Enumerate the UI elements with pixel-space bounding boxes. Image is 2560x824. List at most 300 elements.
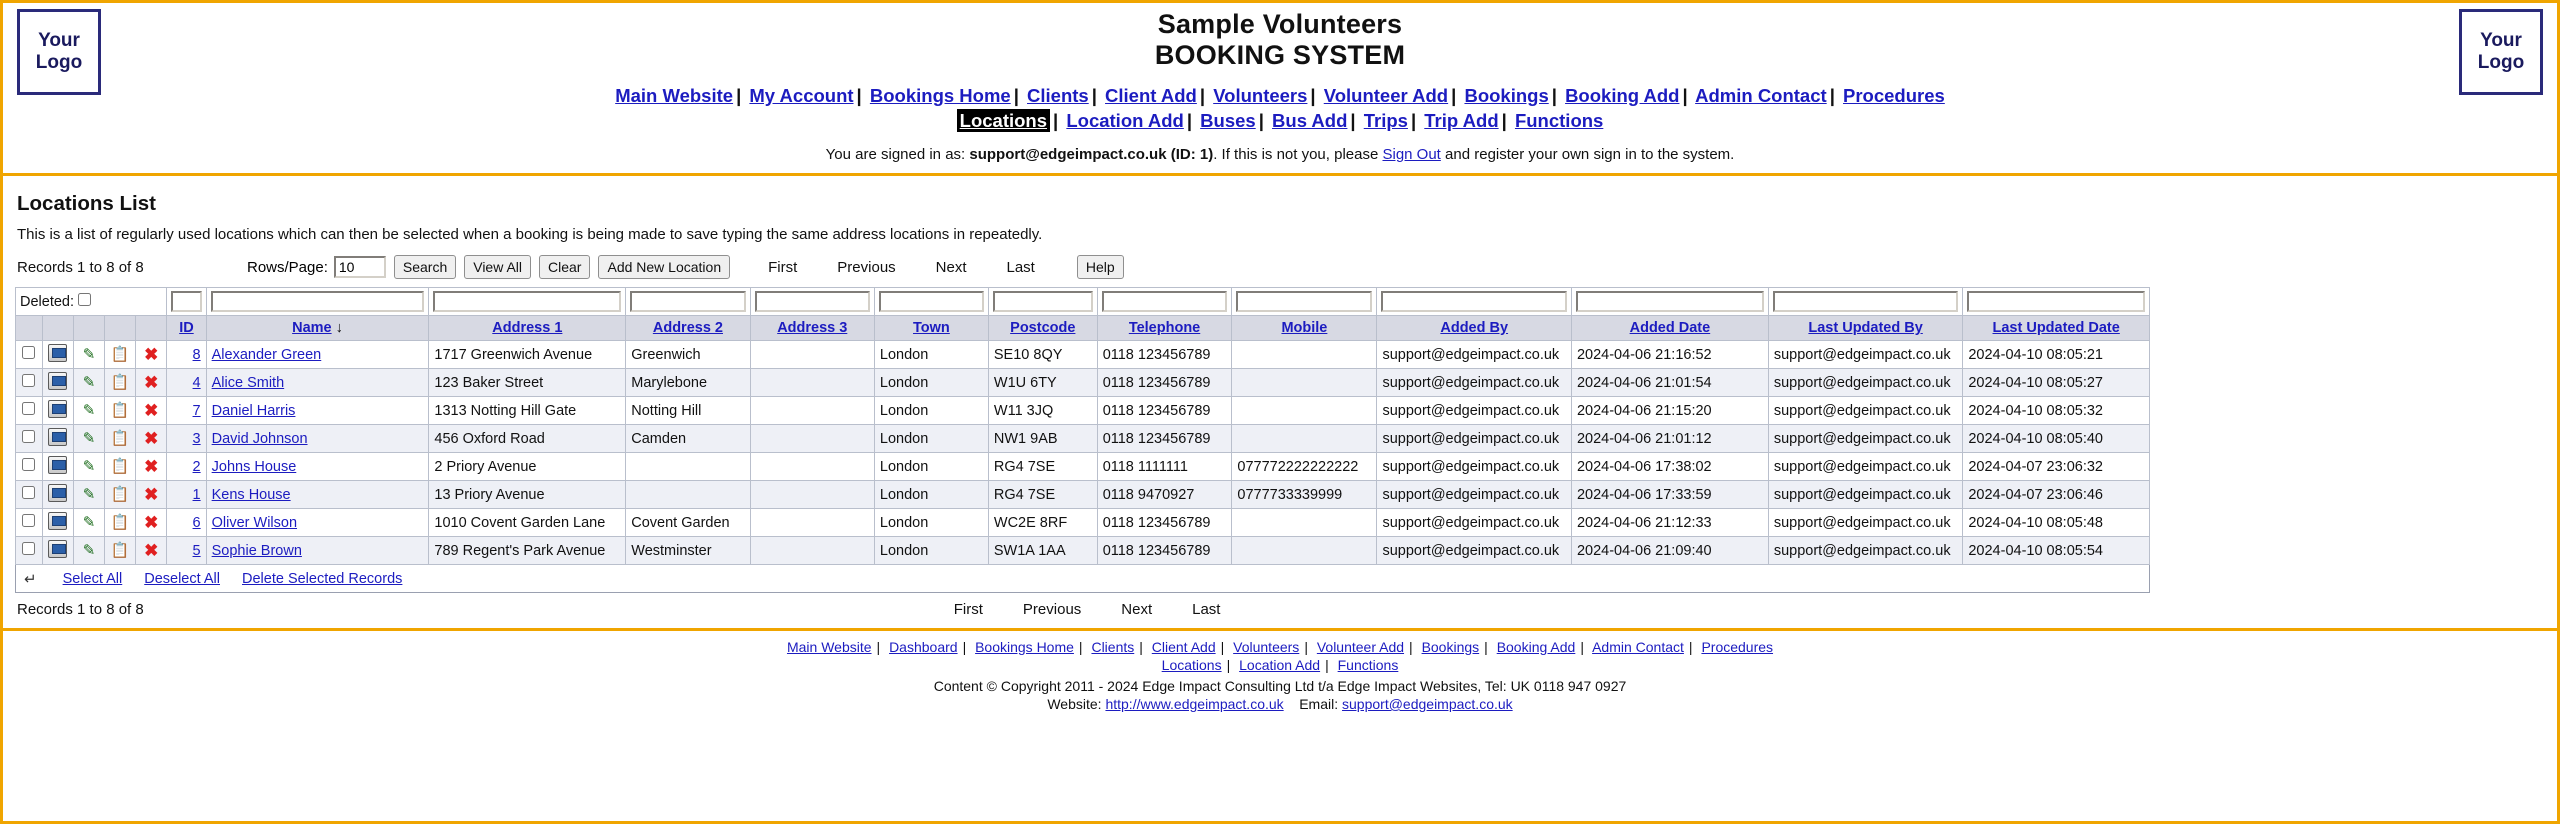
nav-volunteer-add[interactable]: Volunteer Add <box>1323 85 1449 106</box>
cell-added-date: 2024-04-06 21:01:54 <box>1571 369 1768 397</box>
cell-added-date: 2024-04-06 21:09:40 <box>1571 537 1768 565</box>
row-select-checkbox[interactable] <box>22 542 35 555</box>
pager-next-top[interactable]: Next <box>935 258 967 276</box>
record-count-bottom: Records 1 to 8 of 8 <box>17 601 144 618</box>
sort-address2-link[interactable]: Address 2 <box>652 320 723 336</box>
cell-postcode: RG4 7SE <box>988 481 1097 509</box>
footer-admin-contact[interactable]: Admin Contact <box>1592 639 1684 655</box>
cell-updated-date: 2024-04-10 08:05:40 <box>1963 425 2150 453</box>
col-town[interactable] <box>874 316 988 341</box>
nav-booking-add[interactable]: Booking Add <box>1565 85 1680 106</box>
cell-id <box>167 369 206 397</box>
cell-updated-date: 2024-04-07 23:06:46 <box>1963 481 2150 509</box>
cell-updated-date: 2024-04-10 08:05:27 <box>1963 369 2150 397</box>
cell-town: London <box>874 481 988 509</box>
footer-links-row1: Main Website | Dashboard | Bookings Home | Clients | Client Add | Volunteers | Volunteer Add | Bookings | Booking Add | Admin Contact | Procedures <box>786 639 1774 655</box>
cell-address3 <box>750 341 874 369</box>
pager-previous-top[interactable]: Previous <box>837 258 896 276</box>
selection-bar <box>15 565 2150 593</box>
view-icon[interactable] <box>48 372 67 390</box>
edit-icon[interactable]: ✎ <box>82 401 96 419</box>
cell-name <box>206 509 429 537</box>
row-select-cell <box>16 369 43 397</box>
view-icon[interactable] <box>48 540 67 558</box>
row-view-cell <box>42 369 73 397</box>
pager-first-bottom[interactable]: First <box>953 601 983 618</box>
cell-added-by: support@edgeimpact.co.uk <box>1377 425 1572 453</box>
site-title-line2: BOOKING SYSTEM <box>1154 40 1406 70</box>
copy-icon[interactable]: 📋 <box>110 429 130 447</box>
footer-locations[interactable]: Locations <box>1161 657 1222 673</box>
row-name-link[interactable]: Sophie Brown <box>211 542 302 559</box>
footer-copyright: Content © Copyright 2011 - 2024 Edge Impact Consulting Ltd t/a Edge Impact Websites, Tel: UK 0118 947 0927 <box>933 678 1627 694</box>
table-row <box>16 397 2150 425</box>
view-icon[interactable] <box>48 428 67 446</box>
pager-previous-bottom[interactable]: Previous <box>1022 601 1082 618</box>
footer-bookings-home[interactable]: Bookings Home <box>975 639 1074 655</box>
logo-right <box>2459 9 2543 95</box>
pager-last-top[interactable]: Last <box>1006 258 1035 276</box>
cell-town: London <box>874 425 988 453</box>
cell-id <box>167 453 206 481</box>
col-address3[interactable] <box>750 316 874 341</box>
nav-my-account[interactable]: My Account <box>749 85 854 106</box>
cell-added-date: 2024-04-06 21:16:52 <box>1571 341 1768 369</box>
col-added-by[interactable] <box>1377 316 1572 341</box>
row-id-link[interactable]: 1 <box>192 486 201 503</box>
sort-postcode-link[interactable]: Postcode <box>1010 320 1076 336</box>
cell-telephone: 0118 123456789 <box>1097 341 1232 369</box>
cell-added-by: support@edgeimpact.co.uk <box>1377 453 1572 481</box>
nav-locations[interactable]: Locations <box>957 109 1050 132</box>
col-name[interactable] <box>206 316 429 341</box>
footer-procedures[interactable]: Procedures <box>1701 639 1774 655</box>
row-copy-cell <box>105 397 136 425</box>
row-id-link[interactable]: 2 <box>192 458 201 475</box>
delete-selected-link[interactable]: Delete Selected Records <box>242 570 403 587</box>
sort-telephone-link[interactable]: Telephone <box>1128 320 1201 336</box>
copy-icon[interactable]: 📋 <box>110 485 130 503</box>
view-icon[interactable] <box>48 400 67 418</box>
cell-address3 <box>750 397 874 425</box>
filter-row <box>16 288 2150 316</box>
footer-location-add[interactable]: Location Add <box>1239 657 1321 673</box>
pager-top <box>768 259 1035 276</box>
cell-mobile <box>1232 537 1377 565</box>
cell-added-date: 2024-04-06 21:15:20 <box>1571 397 1768 425</box>
cell-name <box>206 481 429 509</box>
delete-icon[interactable]: ✖ <box>144 344 159 364</box>
footer-booking-add[interactable]: Booking Add <box>1496 639 1576 655</box>
main-nav <box>3 85 2557 132</box>
cell-added-by: support@edgeimpact.co.uk <box>1377 341 1572 369</box>
nav-main-website[interactable]: Main Website <box>615 85 734 106</box>
filter-added-date[interactable] <box>1576 291 1764 312</box>
row-name-link[interactable]: Daniel Harris <box>211 402 296 419</box>
sort-added-date-link[interactable]: Added Date <box>1629 320 1711 336</box>
cell-id <box>167 509 206 537</box>
copy-icon[interactable]: 📋 <box>110 373 130 391</box>
row-select-cell <box>16 397 43 425</box>
cell-town: London <box>874 509 988 537</box>
sign-out-link[interactable]: Sign Out <box>1382 146 1441 163</box>
row-view-cell <box>42 537 73 565</box>
row-delete-cell <box>136 537 167 565</box>
cell-telephone: 0118 123456789 <box>1097 537 1232 565</box>
logo-left-line1: Your <box>38 30 80 52</box>
footer-dashboard[interactable]: Dashboard <box>889 639 958 655</box>
cell-added-date: 2024-04-06 17:33:59 <box>1571 481 1768 509</box>
delete-icon[interactable]: ✖ <box>144 484 159 504</box>
edit-icon[interactable]: ✎ <box>82 541 96 559</box>
footer-functions[interactable]: Functions <box>1337 657 1399 673</box>
pager-bottom <box>954 601 1221 618</box>
row-delete-cell <box>136 453 167 481</box>
row-select-checkbox[interactable] <box>22 430 35 443</box>
row-name-link[interactable]: David Johnson <box>211 430 308 447</box>
row-select-checkbox[interactable] <box>22 374 35 387</box>
cell-address2: Camden <box>626 425 750 453</box>
row-select-checkbox[interactable] <box>22 458 35 471</box>
filter-address3[interactable] <box>755 291 870 312</box>
cell-updated-by: support@edgeimpact.co.uk <box>1768 397 1963 425</box>
col-telephone[interactable] <box>1097 316 1232 341</box>
filter-address2[interactable] <box>630 291 745 312</box>
row-delete-cell <box>136 397 167 425</box>
table-row <box>16 369 2150 397</box>
row-select-checkbox[interactable] <box>22 402 35 415</box>
cell-address1: 1010 Covent Garden Lane <box>429 509 626 537</box>
cell-mobile <box>1232 425 1377 453</box>
row-name-link[interactable]: Johns House <box>211 458 297 475</box>
cell-added-by: support@edgeimpact.co.uk <box>1377 537 1572 565</box>
col-mobile[interactable] <box>1232 316 1377 341</box>
row-edit-cell <box>74 509 105 537</box>
cell-telephone: 0118 9470927 <box>1097 481 1232 509</box>
pager-last-bottom[interactable]: Last <box>1192 601 1221 618</box>
row-edit-cell <box>74 537 105 565</box>
main-content <box>3 176 2557 618</box>
rows-per-page-input[interactable] <box>334 256 386 278</box>
row-select-cell <box>16 509 43 537</box>
cell-updated-date: 2024-04-10 08:05:54 <box>1963 537 2150 565</box>
cell-address2: Westminster <box>626 537 750 565</box>
signed-in-prefix: You are signed in as: <box>825 146 966 163</box>
cell-updated-by: support@edgeimpact.co.uk <box>1768 537 1963 565</box>
rows-per-page-label: Rows/Page: <box>247 258 328 276</box>
row-select-checkbox[interactable] <box>22 486 35 499</box>
row-name-link[interactable]: Kens House <box>211 486 291 503</box>
cell-mobile <box>1232 397 1377 425</box>
filter-town[interactable] <box>879 291 984 312</box>
cell-added-by: support@edgeimpact.co.uk <box>1377 397 1572 425</box>
row-delete-cell <box>136 425 167 453</box>
cell-telephone: 0118 123456789 <box>1097 369 1232 397</box>
help-button[interactable]: Help <box>1077 255 1124 279</box>
copy-icon[interactable]: 📋 <box>110 541 130 559</box>
signed-in-suffix: and register your own sign in to the system. <box>1445 146 1735 163</box>
cell-postcode: WC2E 8RF <box>988 509 1097 537</box>
cell-address1: 1717 Greenwich Avenue <box>429 341 626 369</box>
nav-clients[interactable]: Clients <box>1027 85 1089 106</box>
cell-postcode: W11 3JQ <box>988 397 1097 425</box>
row-edit-cell <box>74 341 105 369</box>
cell-updated-by: support@edgeimpact.co.uk <box>1768 509 1963 537</box>
signed-in-status <box>3 146 2557 163</box>
cell-postcode: NW1 9AB <box>988 425 1097 453</box>
footer-bookings[interactable]: Bookings <box>1421 639 1480 655</box>
cell-updated-by: support@edgeimpact.co.uk <box>1768 341 1963 369</box>
cell-address1: 789 Regent's Park Avenue <box>429 537 626 565</box>
pager-first-top[interactable]: First <box>768 258 798 276</box>
page-header <box>3 3 2557 176</box>
footer-volunteers[interactable]: Volunteers <box>1233 639 1300 655</box>
table-row <box>16 509 2150 537</box>
cell-updated-by: support@edgeimpact.co.uk <box>1768 425 1963 453</box>
footer-website-label: Website: <box>1047 696 1102 712</box>
nav-buses[interactable]: Buses <box>1200 110 1256 131</box>
cell-address1: 123 Baker Street <box>429 369 626 397</box>
filter-postcode[interactable] <box>993 291 1093 312</box>
row-name-link[interactable]: Oliver Wilson <box>211 514 298 531</box>
cell-updated-by: support@edgeimpact.co.uk <box>1768 369 1963 397</box>
cell-name <box>206 341 429 369</box>
logo-left-line2: Logo <box>35 52 83 73</box>
cell-updated-date: 2024-04-10 08:05:32 <box>1963 397 2150 425</box>
cell-added-date: 2024-04-06 21:12:33 <box>1571 509 1768 537</box>
search-button[interactable]: Search <box>394 255 456 279</box>
row-select-checkbox[interactable] <box>22 346 35 359</box>
logo-left <box>17 9 101 95</box>
clear-button[interactable]: Clear <box>539 255 590 279</box>
footer-contact <box>3 696 2557 712</box>
filter-updated-by[interactable] <box>1773 291 1959 312</box>
pager-next-bottom[interactable]: Next <box>1121 601 1153 618</box>
cell-id <box>167 537 206 565</box>
col-address2[interactable] <box>626 316 750 341</box>
cell-updated-by: support@edgeimpact.co.uk <box>1768 481 1963 509</box>
edit-icon[interactable]: ✎ <box>82 457 96 475</box>
filter-added-by[interactable] <box>1381 291 1567 312</box>
cell-town: London <box>874 341 988 369</box>
select-all-link[interactable]: Select All <box>62 570 123 587</box>
col-added-date[interactable] <box>1571 316 1768 341</box>
copy-icon[interactable]: 📋 <box>110 513 130 531</box>
col-updated-by[interactable] <box>1768 316 1963 341</box>
row-select-checkbox[interactable] <box>22 514 35 527</box>
page-intro: This is a list of regularly used locations which can then be selected when a booking is being made to save typing the same address locations in repeatedly. <box>17 226 1043 243</box>
filter-mobile[interactable] <box>1236 291 1372 312</box>
cell-town: London <box>874 397 988 425</box>
site-title-line1: Sample Volunteers <box>1157 9 1403 39</box>
edit-icon[interactable]: ✎ <box>82 373 96 391</box>
row-copy-cell <box>105 369 136 397</box>
row-id-link[interactable]: 3 <box>192 430 201 447</box>
col-delete <box>136 316 167 341</box>
cell-added-date: 2024-04-06 17:38:02 <box>1571 453 1768 481</box>
row-id-link[interactable]: 8 <box>192 346 201 363</box>
cell-town: London <box>874 369 988 397</box>
row-delete-cell <box>136 369 167 397</box>
row-select-cell <box>16 537 43 565</box>
cell-postcode: W1U 6TY <box>988 369 1097 397</box>
edit-icon[interactable]: ✎ <box>82 345 96 363</box>
cell-address3 <box>750 481 874 509</box>
logo-right-line1: Your <box>2480 30 2522 52</box>
row-copy-cell <box>105 481 136 509</box>
sort-address3-link[interactable]: Address 3 <box>777 320 848 336</box>
nav-bookings-home[interactable]: Bookings Home <box>869 85 1011 106</box>
sort-name-link[interactable]: Name <box>292 320 332 336</box>
row-id-link[interactable]: 5 <box>192 542 201 559</box>
cell-mobile: 0777733339999 <box>1232 481 1377 509</box>
cell-name <box>206 537 429 565</box>
edit-icon[interactable]: ✎ <box>82 485 96 503</box>
select-arrow-icon: ↵ <box>24 570 37 588</box>
nav-trips[interactable]: Trips <box>1363 110 1408 131</box>
delete-icon[interactable]: ✖ <box>144 540 159 560</box>
cell-updated-date: 2024-04-10 08:05:21 <box>1963 341 2150 369</box>
table-row <box>16 481 2150 509</box>
cell-address3 <box>750 369 874 397</box>
filter-name[interactable] <box>211 291 425 312</box>
copy-icon[interactable]: 📋 <box>110 345 130 363</box>
deleted-checkbox[interactable] <box>78 293 91 306</box>
row-copy-cell <box>105 341 136 369</box>
col-address1[interactable] <box>429 316 626 341</box>
delete-icon[interactable]: ✖ <box>144 400 159 420</box>
col-postcode[interactable] <box>988 316 1097 341</box>
page-title: Locations List <box>17 192 156 215</box>
nav-bus-add[interactable]: Bus Add <box>1272 110 1348 131</box>
row-copy-cell <box>105 537 136 565</box>
row-name-link[interactable]: Alice Smith <box>211 374 285 391</box>
col-edit <box>74 316 105 341</box>
row-copy-cell <box>105 425 136 453</box>
row-delete-cell <box>136 509 167 537</box>
cell-updated-by: support@edgeimpact.co.uk <box>1768 453 1963 481</box>
copy-icon[interactable]: 📋 <box>110 401 130 419</box>
cell-mobile: 077772222222222 <box>1232 453 1377 481</box>
footer-main-website[interactable]: Main Website <box>786 639 872 655</box>
sort-added-by-link[interactable]: Added By <box>1440 320 1509 336</box>
cell-town: London <box>874 537 988 565</box>
cell-added-by: support@edgeimpact.co.uk <box>1377 481 1572 509</box>
footer-volunteer-add[interactable]: Volunteer Add <box>1316 639 1405 655</box>
nav-trip-add[interactable]: Trip Add <box>1424 110 1499 131</box>
view-all-button[interactable]: View All <box>464 255 531 279</box>
cell-address2: Marylebone <box>626 369 750 397</box>
table-row <box>16 537 2150 565</box>
row-id-link[interactable]: 6 <box>192 514 201 531</box>
cell-added-by: support@edgeimpact.co.uk <box>1377 509 1572 537</box>
row-view-cell <box>42 481 73 509</box>
row-delete-cell <box>136 481 167 509</box>
row-select-cell <box>16 481 43 509</box>
cell-mobile <box>1232 341 1377 369</box>
row-id-link[interactable]: 4 <box>192 374 201 391</box>
row-name-link[interactable]: Alexander Green <box>211 346 322 363</box>
footer-email-label: Email: <box>1299 696 1339 712</box>
cell-updated-date: 2024-04-10 08:05:48 <box>1963 509 2150 537</box>
bottom-bar <box>15 601 2545 618</box>
sort-mobile-link[interactable]: Mobile <box>1281 320 1328 336</box>
sort-indicator-icon: ↓ <box>335 320 343 336</box>
cell-name <box>206 369 429 397</box>
filter-id[interactable] <box>171 291 201 312</box>
sort-address1-link[interactable]: Address 1 <box>492 320 563 336</box>
cell-id <box>167 481 206 509</box>
signed-in-middle: . If this is not you, please <box>1213 146 1379 163</box>
edit-icon[interactable]: ✎ <box>82 429 96 447</box>
footer-website-link[interactable]: http://www.edgeimpact.co.uk <box>1105 696 1284 712</box>
row-edit-cell <box>74 369 105 397</box>
deselect-all-link[interactable]: Deselect All <box>144 570 220 587</box>
row-view-cell <box>42 397 73 425</box>
view-icon[interactable] <box>48 456 67 474</box>
delete-icon[interactable]: ✖ <box>144 512 159 532</box>
row-copy-cell <box>105 453 136 481</box>
cell-postcode: SW1A 1AA <box>988 537 1097 565</box>
nav-functions[interactable]: Functions <box>1514 110 1604 131</box>
col-updated-date[interactable] <box>1963 316 2150 341</box>
sort-town-link[interactable]: Town <box>913 320 950 336</box>
cell-address1: 2 Priory Avenue <box>429 453 626 481</box>
filter-address1[interactable] <box>433 291 621 312</box>
deleted-label: Deleted: <box>20 294 75 310</box>
cell-address2 <box>626 481 750 509</box>
sort-updated-by-link[interactable]: Last Updated By <box>1808 320 1923 336</box>
nav-procedures[interactable]: Procedures <box>1843 85 1945 106</box>
delete-icon[interactable]: ✖ <box>144 428 159 448</box>
nav-client-add[interactable]: Client Add <box>1105 85 1197 106</box>
cell-telephone: 0118 123456789 <box>1097 509 1232 537</box>
record-count-top: Records 1 to 8 of 8 <box>17 258 144 276</box>
nav-volunteers[interactable]: Volunteers <box>1213 85 1308 106</box>
cell-address2: Notting Hill <box>626 397 750 425</box>
delete-icon[interactable]: ✖ <box>144 456 159 476</box>
row-delete-cell <box>136 341 167 369</box>
table-row <box>16 453 2150 481</box>
nav-bookings[interactable]: Bookings <box>1464 85 1549 106</box>
row-edit-cell <box>74 453 105 481</box>
table-row <box>16 341 2150 369</box>
footer-email-link[interactable]: support@edgeimpact.co.uk <box>1342 696 1513 712</box>
row-id-link[interactable]: 7 <box>192 402 201 419</box>
add-new-location-button[interactable]: Add New Location <box>598 255 730 279</box>
row-view-cell <box>42 509 73 537</box>
footer-clients[interactable]: Clients <box>1091 639 1135 655</box>
delete-icon[interactable]: ✖ <box>144 372 159 392</box>
table-header-row <box>16 316 2150 341</box>
footer-client-add[interactable]: Client Add <box>1151 639 1216 655</box>
copy-icon[interactable]: 📋 <box>110 457 130 475</box>
filter-telephone[interactable] <box>1102 291 1228 312</box>
nav-admin-contact[interactable]: Admin Contact <box>1695 85 1827 106</box>
cell-town: London <box>874 453 988 481</box>
edit-icon[interactable]: ✎ <box>82 513 96 531</box>
view-icon[interactable] <box>48 484 67 502</box>
filter-updated-date[interactable] <box>1967 291 2145 312</box>
nav-location-add[interactable]: Location Add <box>1066 110 1184 131</box>
view-icon[interactable] <box>48 512 67 530</box>
sort-id-link[interactable]: ID <box>179 320 194 336</box>
row-view-cell <box>42 425 73 453</box>
col-id[interactable] <box>167 316 206 341</box>
site-title <box>3 9 2557 71</box>
view-icon[interactable] <box>48 344 67 362</box>
sort-updated-date-link[interactable]: Last Updated Date <box>1992 320 2120 336</box>
